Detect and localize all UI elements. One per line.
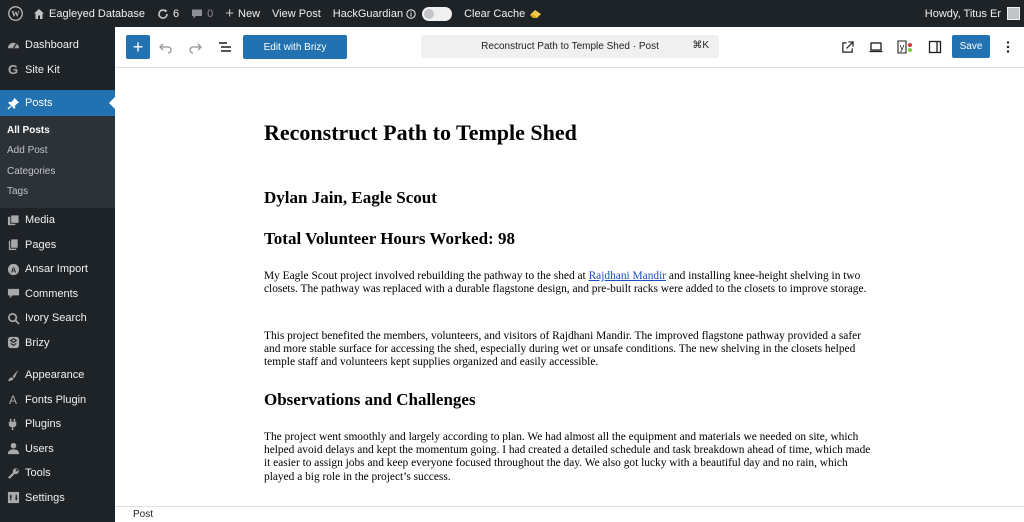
sidebar-item-label: Media [25, 214, 55, 227]
sidebar-item-pages[interactable] [0, 233, 115, 258]
brizy-icon [6, 336, 20, 350]
submenu-add-post[interactable]: Add Post [7, 145, 48, 157]
sidebar-item-label: Site Kit [25, 63, 60, 76]
keyboard-shortcut: ⌘K [692, 40, 709, 51]
plus-icon: + [132, 37, 144, 57]
updates-link[interactable] [151, 0, 185, 27]
add-block-button[interactable] [126, 35, 150, 59]
my-account-menu[interactable] [919, 0, 1024, 27]
clear-cache-link[interactable] [458, 0, 549, 27]
view-post-link[interactable] [266, 0, 327, 27]
paragraph-1[interactable] [264, 270, 876, 296]
undo-icon [159, 40, 173, 54]
observations-heading[interactable]: Observations and Challenges [264, 390, 476, 409]
hours-heading[interactable]: Total Volunteer Hours Worked: 98 [264, 229, 515, 248]
sidebar-item-brizy[interactable] [0, 331, 115, 356]
posts-submenu [0, 116, 115, 208]
appearance-icon [6, 368, 20, 382]
sidebar-item-label: Tools [25, 467, 51, 480]
sidebar-item-label: Comments [25, 287, 79, 300]
wordpress-logo-icon[interactable] [3, 0, 27, 27]
info-icon [406, 9, 416, 19]
avatar [1007, 7, 1020, 20]
hackguardian-menu[interactable] [327, 0, 458, 27]
sidebar-item-label: Ivory Search [25, 312, 87, 325]
search-icon [6, 311, 20, 325]
rajdhani-mandir-link[interactable]: Rajdhani Mandir [588, 270, 667, 282]
preview-button[interactable] [866, 37, 886, 57]
sidebar-item-label: Appearance [25, 369, 85, 382]
submenu-categories[interactable]: Categories [7, 165, 56, 177]
sidebar-item-media[interactable] [0, 208, 115, 233]
comment-bubble-icon [191, 8, 203, 20]
updates-icon [157, 8, 169, 20]
settings-icon [6, 491, 20, 505]
pages-icon [6, 238, 20, 252]
post-title[interactable]: Reconstruct Path to Temple Shed [264, 120, 577, 145]
eraser-icon [529, 9, 543, 19]
sidebar-item-ansar-import[interactable] [0, 257, 115, 282]
paragraph-2[interactable]: This project benefited the members, volunteers, and visitors of Rajdhani Mandir. The improved flagstone pathway provided a safer and more stable surface for accessing the shed, especially during wet or unsafe conditions. The new shelving in the closets helped temple staff and volunteers kept supplies organized and easily accessible. [264, 330, 862, 369]
desktop-icon [869, 40, 883, 54]
sidebar-item-ivory-search[interactable] [0, 306, 115, 331]
submenu-tags[interactable]: Tags [7, 186, 29, 198]
sidebar-item-label: Users [25, 442, 54, 455]
sidebar-item-users[interactable] [0, 437, 115, 462]
sidebar-item-label: Ansar Import [25, 263, 88, 276]
sitekit-icon: G [7, 62, 19, 78]
site-name-link[interactable] [27, 0, 151, 27]
paragraph-1-text: My Eagle Scout project involved rebuilding the pathway to the shed at [264, 270, 589, 282]
sidebar-item-label: Posts [25, 97, 53, 109]
sidebar-item-label: Brizy [25, 336, 50, 349]
home-icon [33, 8, 45, 20]
save-button[interactable] [952, 35, 990, 58]
comments-link[interactable] [185, 0, 219, 27]
sidebar-item-settings[interactable] [0, 486, 115, 511]
sidebar-item-label: Settings [25, 491, 65, 504]
command-palette-bar[interactable] [421, 35, 719, 58]
paragraph-3[interactable]: The project went smoothly and largely according to plan. We had almost all the equipment and materials we needed on site, which helped avoid delays and kept the momentum going. I had created a detailed schedule and task breakdown ahead of time, which made it easier to assign jobs and keep everyone focused throughout the day. We also got lucky with a beautiful day and no rain, which played a big role in the project’s success. [264, 431, 871, 483]
sidebar-item-label: Pages [25, 238, 57, 251]
plus-icon: + [225, 5, 235, 22]
dashboard-icon [6, 38, 20, 52]
sidebar-item-comments[interactable] [0, 282, 115, 307]
sidebar-item-label: Dashboard [25, 39, 79, 52]
hackguardian-label: HackGuardian [332, 7, 404, 20]
pin-icon [6, 96, 20, 110]
tools-icon [6, 466, 20, 480]
sidebar-item-appearance[interactable] [0, 363, 115, 388]
more-vertical-icon [1006, 40, 1010, 54]
new-label: New [238, 7, 261, 20]
view-post-button[interactable] [837, 37, 857, 57]
sidebar-item-fonts-plugin[interactable] [0, 388, 115, 413]
yoast-seo-button[interactable] [895, 37, 915, 57]
sidebar-item-label: Fonts Plugin [25, 393, 87, 406]
editor-toolbar [115, 27, 1024, 68]
admin-sidebar [0, 27, 115, 522]
sidebar-item-tools[interactable] [0, 461, 115, 486]
sidebar-toggle-icon [928, 40, 942, 54]
ansar-icon [6, 262, 20, 276]
site-name: Eagleyed Database [49, 7, 146, 20]
comments-count: 0 [207, 7, 214, 20]
new-content-link[interactable] [219, 0, 266, 27]
sidebar-item-posts[interactable] [0, 90, 115, 116]
view-post-label: View Post [272, 7, 321, 20]
updates-count: 6 [173, 7, 180, 20]
svg-text:y: y [899, 42, 905, 52]
hackguardian-toggle[interactable] [422, 7, 452, 21]
brizy-button-label: Edit with Brizy [263, 41, 327, 53]
undo-button[interactable] [156, 37, 176, 57]
breadcrumb-post[interactable]: Post [133, 509, 154, 520]
clear-cache-label: Clear Cache [464, 7, 526, 20]
settings-sidebar-button[interactable] [925, 37, 945, 57]
list-view-icon [218, 40, 232, 54]
svg-text:A: A [10, 265, 16, 275]
fonts-icon: A [8, 392, 17, 407]
comments-icon [6, 287, 20, 301]
edit-with-brizy-button[interactable] [243, 35, 347, 59]
admin-bar [0, 0, 1024, 27]
howdy-label: Howdy, Titus Er [924, 7, 1001, 20]
options-button[interactable] [998, 37, 1018, 57]
submenu-all-posts[interactable]: All Posts [7, 124, 50, 136]
sidebar-item-label: Plugins [25, 418, 62, 431]
paragraph-1-text-end: and installing knee-height shelving in two closets. The pathway was replaced with a durable flagstone design, and pre-built racks were added to the closets to improve storage. [264, 270, 867, 296]
redo-icon [188, 40, 202, 54]
sidebar-item-site-kit[interactable] [0, 58, 115, 83]
document-overview-button[interactable] [215, 37, 235, 57]
yoast-icon [896, 39, 914, 55]
users-icon [6, 442, 20, 456]
media-icon [6, 213, 20, 227]
author-heading[interactable]: Dylan Jain, Eagle Scout [264, 188, 437, 207]
editor-canvas [115, 68, 1024, 506]
editor-footer-breadcrumb [115, 506, 1024, 522]
document-title: Reconstruct Path to Temple Shed · Post [481, 41, 659, 52]
sidebar-item-plugins[interactable] [0, 412, 115, 437]
redo-button[interactable] [185, 37, 205, 57]
external-link-icon [841, 41, 854, 54]
plugins-icon [6, 417, 20, 431]
sidebar-item-dashboard[interactable] [0, 33, 115, 58]
save-button-label: Save [959, 41, 983, 52]
svg-text:W: W [10, 9, 20, 19]
